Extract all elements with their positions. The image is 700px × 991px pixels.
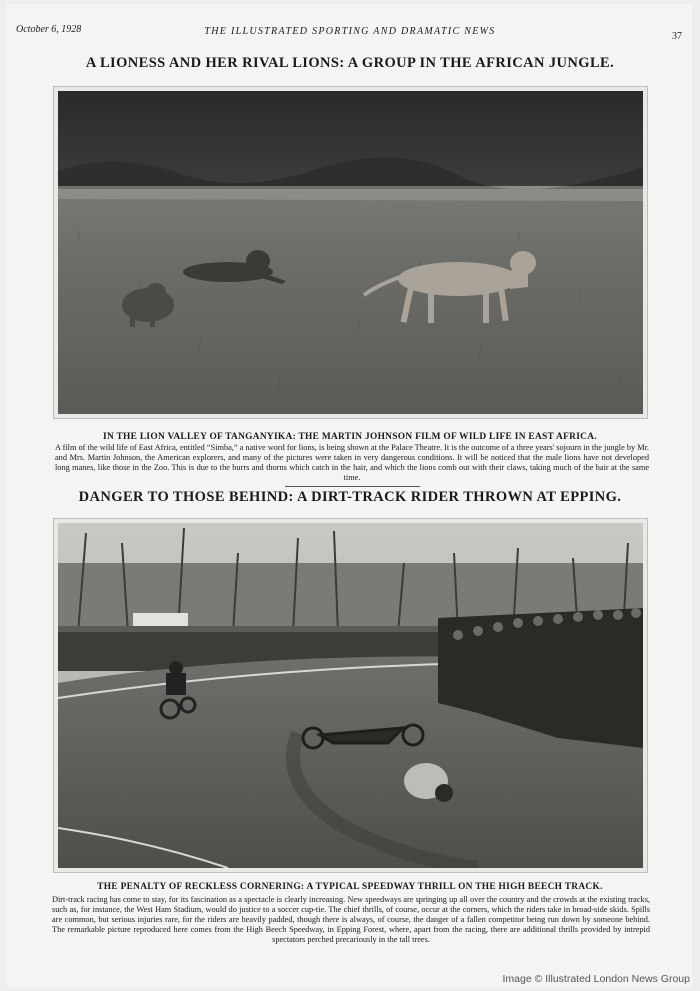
lion-photo-frame [53, 86, 648, 419]
image-credit: Image © Illustrated London News Group [502, 973, 690, 985]
speedway-photo [58, 523, 643, 868]
speedway-caption-body: Dirt-track racing has come to stay, for its fascination as a spectacle is clearly increasing. New speedways are springing up all over the country and the crowds at the existing tracks, such as, for instance, the West Ham Stadium, would do justice to a soccer cup-tie. The chief thrills, of course, occur at the corners, which the riders take in broad-side skids. Spills are common, but serious injuries rare, for the riders are heavily padded, though there is always, of course, the danger of a fallen competitor being run down by someone behind. The remarkable picture reproduced here comes from the High Beech Speedway, in Epping Forest, where, apart from the racing, there are additional thrills provided by intrepid spectators perched precariously in the tall trees. [52, 895, 650, 944]
lion-headline: A LIONESS AND HER RIVAL LIONS: A GROUP IN THE AFRICAN JUNGLE. [85, 55, 615, 71]
lion-caption-body: A film of the wild life of East Africa, entitled “Simba,” a native word for lions, is being shown at the Palace Theatre. It is the outcome of a three years' sojourn in the jungle by Mr. and Mrs. Martin Johnson, the American explorers, and many of the pictures were taken in very dangerous conditions. It will be noticed that the male lions have not developed long manes, like those in the Zoo. This is due to the burrs and thorns which catch in the hair, and which the lions comb out with their claws, taking much of the hair at the same time. [55, 443, 649, 482]
issue-date: October 6, 1928 [16, 24, 82, 35]
lion-caption-title: IN THE LION VALLEY OF TANGANYIKA: THE MARTIN JOHNSON FILM OF WILD LIFE IN EAST AFRICA. [103, 432, 597, 442]
lion-photo-image [58, 91, 643, 414]
speedway-headline: DANGER TO THOSE BEHIND: A DIRT-TRACK RIDER THROWN AT EPPING. [78, 489, 622, 505]
speedway-photo-frame [53, 518, 648, 873]
banner [133, 613, 188, 628]
speedway-photo-image [58, 523, 643, 868]
publication-title: THE ILLUSTRATED SPORTING AND DRAMATIC NEWS [204, 26, 496, 37]
page-number: 37 [672, 31, 682, 42]
divider-rule [285, 486, 420, 487]
lion-photo [58, 91, 643, 414]
speedway-caption-title: THE PENALTY OF RECKLESS CORNERING: A TYPICAL SPEEDWAY THRILL ON THE HIGH BEECH TRACK. [97, 882, 603, 892]
